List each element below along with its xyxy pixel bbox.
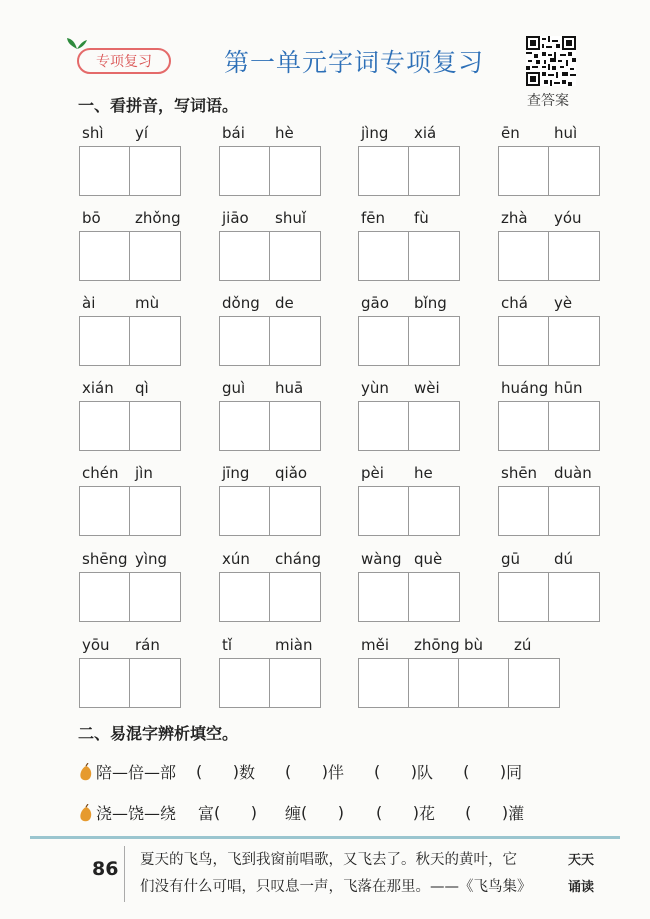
character-box[interactable]	[499, 402, 549, 450]
pinyin-label: dú	[554, 550, 574, 568]
pinyin-label: hūn	[554, 379, 583, 397]
pinyin-label: fù	[414, 209, 429, 227]
daily-reading-line-1: 夏天的飞鸟，飞到我窗前唱歌，又飞去了。秋天的黄叶，它	[140, 852, 517, 868]
writing-boxes	[219, 316, 321, 366]
pinyin-label: miàn	[275, 636, 313, 654]
answer-blank[interactable]: ( )	[214, 803, 258, 822]
writing-boxes	[498, 316, 600, 366]
pinyin-label: gū	[501, 550, 521, 568]
character-box[interactable]	[270, 147, 320, 195]
character-box[interactable]	[220, 659, 270, 707]
character-box[interactable]	[130, 147, 180, 195]
section1-title: 一、看拼音，写词语。	[78, 96, 239, 115]
pinyin-label: duàn	[554, 464, 592, 482]
character-box[interactable]	[409, 232, 459, 280]
pinyin-label: wàng	[361, 550, 402, 568]
pinyin-label: jìng	[361, 124, 389, 142]
pinyin-label: wèi	[414, 379, 440, 397]
character-box[interactable]	[220, 317, 270, 365]
character-box[interactable]	[270, 487, 320, 535]
writing-boxes	[219, 572, 321, 622]
pinyin-label: huā	[275, 379, 304, 397]
character-box[interactable]	[409, 573, 459, 621]
pinyin-label: fēn	[361, 209, 386, 227]
character-box[interactable]	[80, 487, 130, 535]
page-title: 第一单元字词专项复习	[224, 48, 485, 77]
character-box[interactable]	[499, 487, 549, 535]
daily-reading-line-2: 们没有什么可唱，只叹息一声，飞落在那里。——《飞鸟集》	[140, 879, 532, 895]
pinyin-label: zhōng	[414, 636, 460, 654]
character-box[interactable]	[409, 487, 459, 535]
pinyin-label: de	[275, 294, 294, 312]
character-box[interactable]	[359, 147, 409, 195]
blank-hint: 同	[506, 763, 523, 782]
pinyin-label: mù	[135, 294, 160, 312]
character-box[interactable]	[359, 232, 409, 280]
writing-boxes	[79, 401, 181, 451]
character-box[interactable]	[549, 402, 599, 450]
pinyin-label: huáng	[501, 379, 549, 397]
answer-blank[interactable]: ( )	[285, 762, 329, 781]
pear-icon	[78, 804, 94, 822]
character-box[interactable]	[509, 659, 559, 707]
character-box[interactable]	[270, 573, 320, 621]
pinyin-label: bù	[464, 636, 484, 654]
pinyin-label: shuǐ	[275, 209, 306, 227]
character-box[interactable]	[270, 232, 320, 280]
character-box[interactable]	[499, 573, 549, 621]
blank-hint: 伴	[328, 763, 345, 782]
character-box[interactable]	[130, 487, 180, 535]
character-box[interactable]	[220, 232, 270, 280]
character-box[interactable]	[359, 487, 409, 535]
character-box[interactable]	[80, 232, 130, 280]
character-box[interactable]	[359, 573, 409, 621]
pinyin-label: zú	[514, 636, 532, 654]
pinyin-label: ài	[82, 294, 96, 312]
pinyin-label: qì	[135, 379, 149, 397]
pinyin-label: tǐ	[222, 636, 233, 654]
confusable-group-1: 陪—倍—部	[96, 763, 177, 782]
writing-boxes	[79, 146, 181, 196]
pinyin-label: měi	[361, 636, 390, 654]
blank-hint: 缠	[285, 804, 302, 823]
confusable-row-2	[78, 801, 524, 824]
writing-boxes	[79, 486, 181, 536]
character-box[interactable]	[459, 659, 509, 707]
character-box[interactable]	[409, 659, 459, 707]
pinyin-label: guì	[222, 379, 246, 397]
pinyin-label: gāo	[361, 294, 389, 312]
topic-badge: 专项复习	[77, 48, 171, 74]
pinyin-label: què	[414, 550, 443, 568]
writing-boxes	[219, 146, 321, 196]
writing-boxes	[358, 486, 460, 536]
writing-boxes	[219, 401, 321, 451]
character-box[interactable]	[270, 317, 320, 365]
qr-answer-label: 查答案	[527, 93, 569, 109]
pinyin-label: bǐng	[414, 294, 447, 312]
character-box[interactable]	[80, 147, 130, 195]
writing-boxes	[358, 401, 460, 451]
character-box[interactable]	[359, 317, 409, 365]
pinyin-label: jīng	[222, 464, 250, 482]
character-box[interactable]	[409, 147, 459, 195]
pinyin-label: chá	[501, 294, 528, 312]
character-box[interactable]	[499, 317, 549, 365]
writing-boxes	[219, 486, 321, 536]
writing-boxes	[498, 572, 600, 622]
pinyin-label: shēng	[82, 550, 128, 568]
character-box[interactable]	[409, 402, 459, 450]
character-box[interactable]	[549, 147, 599, 195]
answer-blank[interactable]: ( )	[463, 762, 507, 781]
confusable-group-2: 浇—饶—绕	[96, 804, 177, 823]
blank-hint: 队	[417, 763, 434, 782]
writing-boxes	[79, 231, 181, 281]
answer-blank[interactable]: ( )	[465, 803, 509, 822]
writing-boxes	[358, 658, 560, 708]
character-box[interactable]	[499, 232, 549, 280]
character-box[interactable]	[130, 659, 180, 707]
character-box[interactable]	[220, 147, 270, 195]
character-box[interactable]	[359, 402, 409, 450]
pinyin-label: yóu	[554, 209, 582, 227]
writing-boxes	[498, 231, 600, 281]
writing-boxes	[358, 572, 460, 622]
footer-divider	[30, 836, 620, 839]
pinyin-label: xún	[222, 550, 250, 568]
section2-title: 二、易混字辨析填空。	[78, 724, 239, 743]
character-box[interactable]	[270, 402, 320, 450]
character-box[interactable]	[220, 402, 270, 450]
pinyin-label: xián	[82, 379, 114, 397]
character-box[interactable]	[499, 147, 549, 195]
character-box[interactable]	[80, 659, 130, 707]
character-box[interactable]	[220, 487, 270, 535]
pinyin-label: jiāo	[222, 209, 249, 227]
blank-hint: 花	[419, 804, 436, 823]
pinyin-label: cháng	[275, 550, 321, 568]
answer-blank[interactable]: ( )	[196, 762, 240, 781]
character-box[interactable]	[130, 317, 180, 365]
writing-boxes	[498, 486, 600, 536]
pear-icon	[78, 763, 94, 781]
character-box[interactable]	[80, 317, 130, 365]
character-box[interactable]	[270, 659, 320, 707]
pinyin-label: xiá	[414, 124, 437, 142]
confusable-row-1	[78, 760, 522, 783]
writing-boxes	[498, 401, 600, 451]
writing-boxes	[498, 146, 600, 196]
writing-boxes	[79, 316, 181, 366]
pinyin-label: ēn	[501, 124, 520, 142]
character-box[interactable]	[549, 573, 599, 621]
writing-boxes	[358, 316, 460, 366]
pinyin-label: chén	[82, 464, 119, 482]
pinyin-label: jìn	[135, 464, 153, 482]
daily-reading-label-top: 天天	[568, 853, 595, 868]
pinyin-label: zhà	[501, 209, 528, 227]
pinyin-label: pèi	[361, 464, 384, 482]
character-box[interactable]	[549, 317, 599, 365]
pinyin-label: huì	[554, 124, 578, 142]
pinyin-label: qiǎo	[275, 464, 308, 482]
daily-reading-label-bottom: 诵读	[568, 880, 595, 895]
pinyin-label: yè	[554, 294, 573, 312]
pinyin-label: yōu	[82, 636, 110, 654]
character-box[interactable]	[130, 573, 180, 621]
blank-hint: 数	[239, 763, 256, 782]
pinyin-label: bō	[82, 209, 101, 227]
blank-hint: 富	[198, 804, 215, 823]
pinyin-label: he	[414, 464, 433, 482]
pinyin-label: yìng	[135, 550, 168, 568]
writing-boxes	[219, 231, 321, 281]
answer-blank[interactable]: ( )	[374, 762, 418, 781]
writing-boxes	[79, 572, 181, 622]
writing-boxes	[79, 658, 181, 708]
pinyin-label: bái	[222, 124, 245, 142]
character-box[interactable]	[130, 402, 180, 450]
character-box[interactable]	[80, 402, 130, 450]
writing-boxes	[219, 658, 321, 708]
character-box[interactable]	[80, 573, 130, 621]
character-box[interactable]	[130, 232, 180, 280]
writing-boxes	[358, 231, 460, 281]
answer-blank[interactable]: ( )	[376, 803, 420, 822]
character-box[interactable]	[409, 317, 459, 365]
pinyin-label: rán	[135, 636, 160, 654]
pinyin-label: hè	[275, 124, 294, 142]
pinyin-label: zhǒng	[135, 209, 181, 227]
page-number: 86	[92, 858, 119, 880]
pinyin-label: yí	[135, 124, 149, 142]
pinyin-label: shì	[82, 124, 104, 142]
character-box[interactable]	[549, 487, 599, 535]
blank-hint: 灌	[508, 804, 525, 823]
character-box[interactable]	[220, 573, 270, 621]
footer-separator	[124, 846, 125, 902]
writing-boxes	[358, 146, 460, 196]
pinyin-label: shēn	[501, 464, 538, 482]
pinyin-label: yùn	[361, 379, 389, 397]
character-box[interactable]	[549, 232, 599, 280]
pinyin-label: dǒng	[222, 294, 260, 312]
character-box[interactable]	[359, 659, 409, 707]
answer-blank[interactable]: ( )	[301, 803, 345, 822]
qr-code-icon[interactable]	[526, 36, 576, 86]
